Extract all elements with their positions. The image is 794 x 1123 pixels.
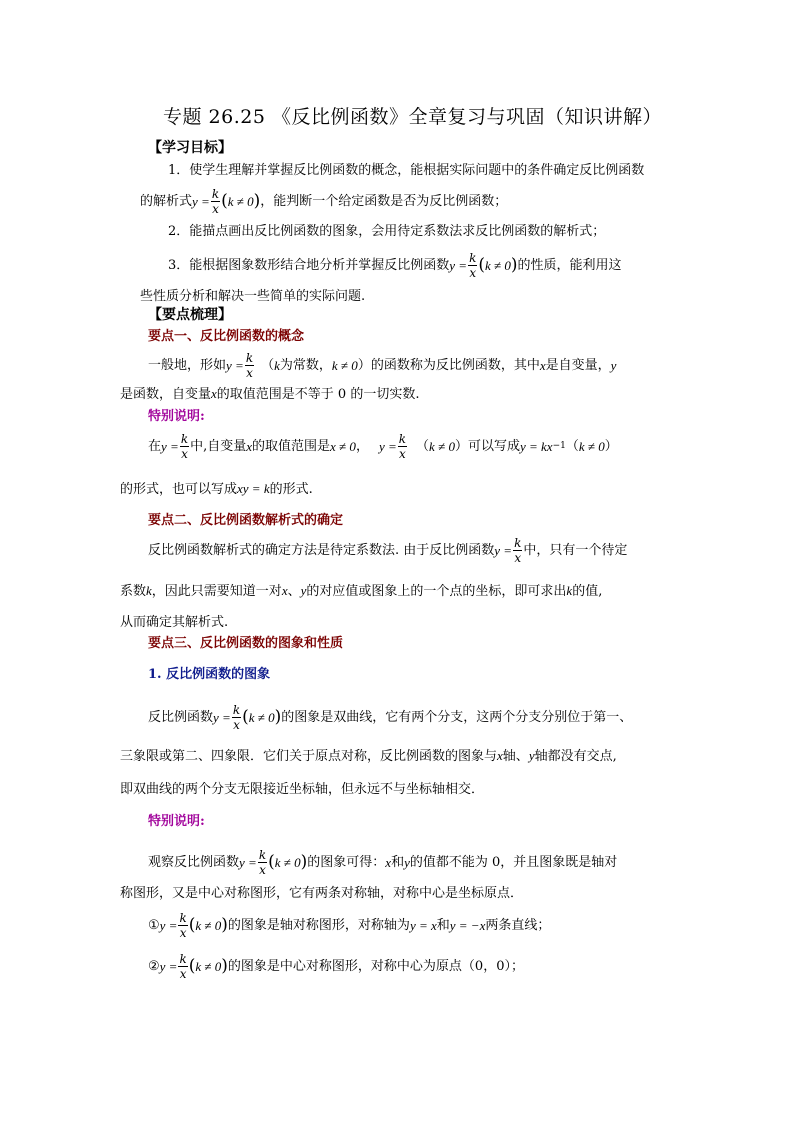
point-1-line-2: 是函数，自变量x的取值范围是不等于 0 的一切实数. [120,386,420,402]
goal-3-line-2: 些性质分析和解决一些简单的实际问题. [140,289,366,304]
points-heading: 【要点梳理】 [148,307,232,323]
goal-1-prefix: 的解析式 [140,193,193,209]
goal-2: 2．能描点画出反比例函数的图象，会用待定系数法求反比例函数的解析式； [168,224,606,239]
point-1-heading: 要点一、反比例函数的概念 [148,329,305,344]
goal-1-suffix: ，能判断一个给定函数是否为反比例函数； [260,193,508,209]
list-item-1: ① y = $\frac{k}{x}$ ( k ≠ 0 ) 的图象是轴对称图形，对称轴为 y = x 和 y = −x 两条直线； [148,910,551,940]
fraction-k-over-x: $\frac{k}{x}$ [211,186,220,216]
fraction-k-over-x: $\frac{k}{x}$ [469,250,477,280]
fraction-k-over-x: $\frac{k}{x}$ [232,702,241,732]
fraction-k-over-x: $\frac{k}{x}$ [258,847,267,877]
goal-1-line-2: 的解析式 y = $\frac{k}{x}$ ( k ≠ 0 ) ，能判断一个给定函数是否为反比例函数； [140,186,508,216]
note-label-2: 特别说明: [148,814,205,829]
sub-1-line-3: 即双曲线的两个分支无限接近坐标轴，但永远不与坐标轴相交． [120,782,485,797]
sub-1-line-1: 反比例函数 y = $\frac{k}{x}$ ( k ≠ 0 ) 的图象是双曲线，它有两个分支，这两个分支分别位于第一、 [148,702,633,732]
sub-1-heading: 1. 反比例函数的图象 [148,667,271,682]
fraction-k-over-x: $\frac{k}{x}$ [179,910,187,940]
note-2-line-2: 称图形，又是中心对称图形，它有两条对称轴，对称中心是坐标原点． [120,886,524,901]
sub-1-line-2: 三象限或第二、四象限．它们关于原点对称，反比例函数的图象与x轴、y轴都没有交点, [120,748,617,764]
goals-heading: 【学习目标】 [148,140,232,156]
point-2-line-2: 系数k，因此只需要知道一对x、y的对应值或图象上的一个点的坐标，即可求出k的值, [120,583,603,599]
note-1-line-1: 在 y = $\frac{k}{x}$ 中,自变量 x 的取值范围是 x ≠ 0 ， y = $\frac{k}{x}$ （ k ≠ 0 ） 可以写成 y = kx −1 （ k ≠ 0 ） [148,431,618,461]
point-1-line-1: 一般地，形如 y = $\frac{k}{x}$ （ k 为常数， k ≠ 0 ）的函数称为反比例函数，其中 x 是自变量， y [148,350,617,380]
note-label-1: 特别说明: [148,409,205,424]
fraction-k-over-x: $\frac{k}{x}$ [180,431,189,461]
note-2-line-1: 观察反比例函数 y = $\frac{k}{x}$ ( k ≠ 0 ) 的图象可得： x 和 y 的值都不能为 0，并且图象既是轴对 [148,847,618,877]
fraction-k-over-x: $\frac{k}{x}$ [245,350,254,380]
fraction-k-over-x: $\frac{k}{x}$ [514,535,522,565]
note-1-line-2: 的形式，也可以写成xy = k的形式. [120,481,313,497]
fraction-k-over-x: $\frac{k}{x}$ [179,951,187,981]
goal-1-line-1: 1．使学生理解并掌握反比例函数的概念，能根据实际问题中的条件确定反比例函数 [168,163,645,178]
formula-y-eq: y = [192,193,210,209]
fraction-k-over-x: $\frac{k}{x}$ [398,431,407,461]
point-2-line-3: 从而确定其解析式. [120,615,229,630]
point-2-heading: 要点二、反比例函数解析式的确定 [148,513,344,528]
goal-3-line-1: 3．能根据图象数形结合地分析并掌握反比例函数 y = $\frac{k}{x}$ ( k ≠ 0 ) 的性质，能利用这 [168,250,622,280]
page-title: 专题 26.25 《反比例函数》全章复习与巩固（知识讲解） [163,106,662,128]
list-item-2: ② y = $\frac{k}{x}$ ( k ≠ 0 ) 的图象是中心对称图形，对称中心为原点（0，0）； [148,951,524,981]
point-3-heading: 要点三、反比例函数的图象和性质 [148,636,344,651]
point-2-line-1: 反比例函数解析式的确定方法是待定系数法. 由于反比例函数 y = $\frac{k}{x}$ 中，只有一个待定 [148,535,628,565]
